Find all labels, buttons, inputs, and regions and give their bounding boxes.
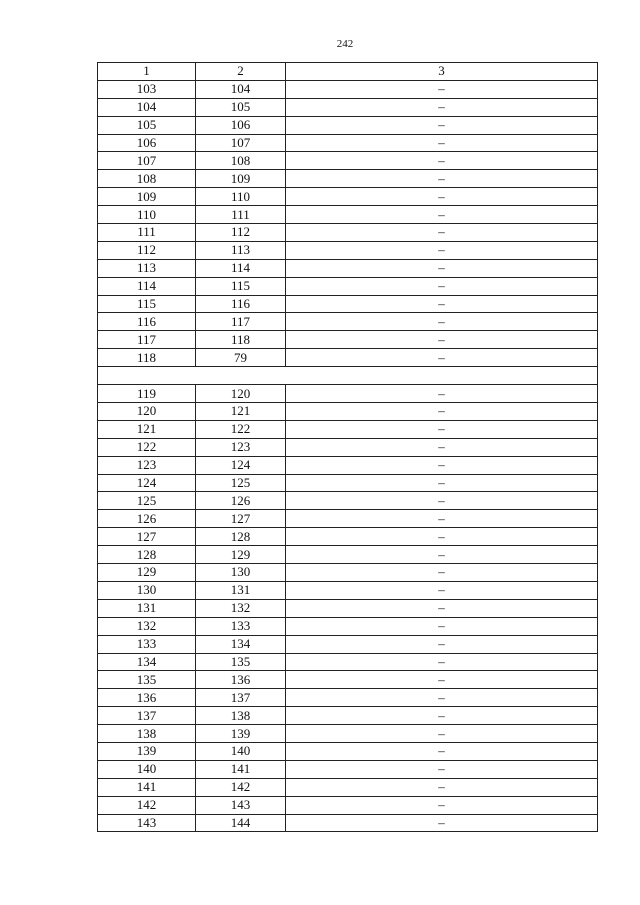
table-cell-col2: 104 [196, 80, 286, 98]
table-cell-col2: 127 [196, 510, 286, 528]
table-row [98, 206, 598, 224]
table-cell-col2: 132 [196, 599, 286, 617]
table-row [98, 546, 598, 564]
table-row [98, 277, 598, 295]
table-cell-col3: – [286, 653, 598, 671]
table-row [98, 778, 598, 796]
table-cell-col1: 133 [98, 635, 196, 653]
table-cell-col1: 105 [98, 116, 196, 134]
table-cell-col2: 109 [196, 170, 286, 188]
table-cell-col2: 134 [196, 635, 286, 653]
table-cell-col2: 136 [196, 671, 286, 689]
table-cell-col2: 116 [196, 295, 286, 313]
table-cell-col2: 115 [196, 277, 286, 295]
table-row [98, 617, 598, 635]
table-row [98, 313, 598, 331]
table-cell-col2: 123 [196, 438, 286, 456]
table-cell-col2: 112 [196, 224, 286, 242]
section-separator-cell [98, 367, 598, 385]
table-cell-col1: 124 [98, 474, 196, 492]
table-cell-col3: – [286, 98, 598, 116]
table-cell-col2: 110 [196, 188, 286, 206]
table-cell-col1: 136 [98, 689, 196, 707]
table-cell-col2: 130 [196, 564, 286, 582]
table-cell-col2: 137 [196, 689, 286, 707]
data-table-body [98, 63, 598, 832]
table-cell-col3: – [286, 349, 598, 367]
table-cell-col2: 79 [196, 349, 286, 367]
table-cell-col3: – [286, 385, 598, 403]
table-cell-col2: 138 [196, 707, 286, 725]
table-cell-col1: 131 [98, 599, 196, 617]
table-cell-col3: – [286, 331, 598, 349]
table-cell-col1: 113 [98, 259, 196, 277]
table-cell-col3: – [286, 438, 598, 456]
table-header-row [98, 63, 598, 81]
table-cell-col3: – [286, 492, 598, 510]
table-cell-col1: 125 [98, 492, 196, 510]
table-row [98, 599, 598, 617]
table-cell-col3: – [286, 259, 598, 277]
data-table [97, 62, 598, 832]
table-cell-col1: 103 [98, 80, 196, 98]
table-cell-col2: 139 [196, 725, 286, 743]
table-cell-col1: 132 [98, 617, 196, 635]
table-cell-col1: 122 [98, 438, 196, 456]
table-cell-col1: 139 [98, 742, 196, 760]
table-cell-col3: – [286, 814, 598, 832]
table-cell-col3: – [286, 546, 598, 564]
table-row [98, 385, 598, 403]
table-row [98, 760, 598, 778]
table-row [98, 420, 598, 438]
table-cell-col2: 105 [196, 98, 286, 116]
table-cell-col2: 108 [196, 152, 286, 170]
table-row [98, 438, 598, 456]
table-cell-col1: 143 [98, 814, 196, 832]
table-cell-col1: 141 [98, 778, 196, 796]
table-cell-col3: – [286, 313, 598, 331]
table-cell-col3: – [286, 689, 598, 707]
table-cell-col1: 126 [98, 510, 196, 528]
table-cell-col1: 108 [98, 170, 196, 188]
table-row [98, 796, 598, 814]
table-cell-col1: 116 [98, 313, 196, 331]
table-cell-col3: – [286, 581, 598, 599]
table-cell-col3: – [286, 277, 598, 295]
table-cell-col2: 118 [196, 331, 286, 349]
table-cell-col1: 115 [98, 295, 196, 313]
column-header-3: 3 [286, 63, 598, 81]
table-cell-col1: 117 [98, 331, 196, 349]
table-cell-col3: – [286, 510, 598, 528]
table-row [98, 224, 598, 242]
table-row [98, 295, 598, 313]
table-row [98, 80, 598, 98]
table-cell-col2: 142 [196, 778, 286, 796]
table-cell-col3: – [286, 403, 598, 421]
table-row [98, 725, 598, 743]
table-cell-col2: 140 [196, 742, 286, 760]
table-row [98, 349, 598, 367]
table-cell-col3: – [286, 456, 598, 474]
table-cell-col1: 119 [98, 385, 196, 403]
table-cell-col3: – [286, 528, 598, 546]
table-cell-col2: 125 [196, 474, 286, 492]
table-row [98, 564, 598, 582]
table-cell-col1: 118 [98, 349, 196, 367]
table-cell-col2: 141 [196, 760, 286, 778]
table-cell-col2: 131 [196, 581, 286, 599]
column-header-2: 2 [196, 63, 286, 81]
table-cell-col3: – [286, 474, 598, 492]
table-cell-col2: 133 [196, 617, 286, 635]
column-header-1: 1 [98, 63, 196, 81]
table-row [98, 134, 598, 152]
table-cell-col1: 127 [98, 528, 196, 546]
table-cell-col1: 107 [98, 152, 196, 170]
table-cell-col1: 123 [98, 456, 196, 474]
table-row [98, 188, 598, 206]
table-cell-col1: 110 [98, 206, 196, 224]
table-cell-col3: – [286, 134, 598, 152]
table-cell-col1: 106 [98, 134, 196, 152]
table-row [98, 528, 598, 546]
table-row [98, 116, 598, 134]
table-cell-col1: 112 [98, 241, 196, 259]
table-row [98, 170, 598, 188]
table-cell-col3: – [286, 170, 598, 188]
table-cell-col2: 126 [196, 492, 286, 510]
table-row [98, 474, 598, 492]
table-cell-col2: 114 [196, 259, 286, 277]
table-cell-col3: – [286, 206, 598, 224]
table-cell-col3: – [286, 241, 598, 259]
table-cell-col2: 121 [196, 403, 286, 421]
table-cell-col3: – [286, 760, 598, 778]
table-cell-col3: – [286, 635, 598, 653]
section-separator-row [98, 367, 598, 385]
table-row [98, 671, 598, 689]
table-row [98, 456, 598, 474]
table-row [98, 635, 598, 653]
table-cell-col3: – [286, 617, 598, 635]
table-cell-col3: – [286, 224, 598, 242]
table-cell-col1: 128 [98, 546, 196, 564]
table-cell-col1: 104 [98, 98, 196, 116]
table-row [98, 581, 598, 599]
table-cell-col1: 120 [98, 403, 196, 421]
table-cell-col3: – [286, 599, 598, 617]
table-row [98, 152, 598, 170]
table-cell-col1: 121 [98, 420, 196, 438]
table-cell-col2: 122 [196, 420, 286, 438]
table-cell-col1: 109 [98, 188, 196, 206]
data-table-container [97, 62, 597, 832]
table-row [98, 510, 598, 528]
table-cell-col1: 135 [98, 671, 196, 689]
table-cell-col2: 144 [196, 814, 286, 832]
table-cell-col2: 107 [196, 134, 286, 152]
table-cell-col3: – [286, 725, 598, 743]
table-cell-col3: – [286, 80, 598, 98]
table-cell-col2: 128 [196, 528, 286, 546]
table-cell-col1: 114 [98, 277, 196, 295]
table-cell-col3: – [286, 420, 598, 438]
table-cell-col1: 140 [98, 760, 196, 778]
table-cell-col1: 134 [98, 653, 196, 671]
table-cell-col3: – [286, 152, 598, 170]
table-row [98, 98, 598, 116]
table-cell-col2: 135 [196, 653, 286, 671]
table-cell-col3: – [286, 116, 598, 134]
table-cell-col3: – [286, 742, 598, 760]
table-cell-col1: 129 [98, 564, 196, 582]
table-cell-col3: – [286, 295, 598, 313]
page-number: 242 [336, 38, 354, 50]
table-cell-col1: 142 [98, 796, 196, 814]
table-row [98, 403, 598, 421]
table-cell-col2: 143 [196, 796, 286, 814]
table-row [98, 331, 598, 349]
table-cell-col3: – [286, 796, 598, 814]
table-cell-col2: 111 [196, 206, 286, 224]
table-cell-col2: 124 [196, 456, 286, 474]
table-cell-col3: – [286, 188, 598, 206]
table-cell-col3: – [286, 564, 598, 582]
table-cell-col2: 117 [196, 313, 286, 331]
table-row [98, 707, 598, 725]
table-row [98, 814, 598, 832]
table-row [98, 241, 598, 259]
table-cell-col1: 111 [98, 224, 196, 242]
table-cell-col2: 106 [196, 116, 286, 134]
table-row [98, 492, 598, 510]
table-row [98, 742, 598, 760]
table-cell-col3: – [286, 778, 598, 796]
table-cell-col3: – [286, 707, 598, 725]
table-cell-col2: 113 [196, 241, 286, 259]
table-cell-col1: 138 [98, 725, 196, 743]
table-row [98, 653, 598, 671]
table-cell-col1: 137 [98, 707, 196, 725]
table-cell-col3: – [286, 671, 598, 689]
table-cell-col2: 120 [196, 385, 286, 403]
table-cell-col2: 129 [196, 546, 286, 564]
table-cell-col1: 130 [98, 581, 196, 599]
table-row [98, 259, 598, 277]
table-row [98, 689, 598, 707]
